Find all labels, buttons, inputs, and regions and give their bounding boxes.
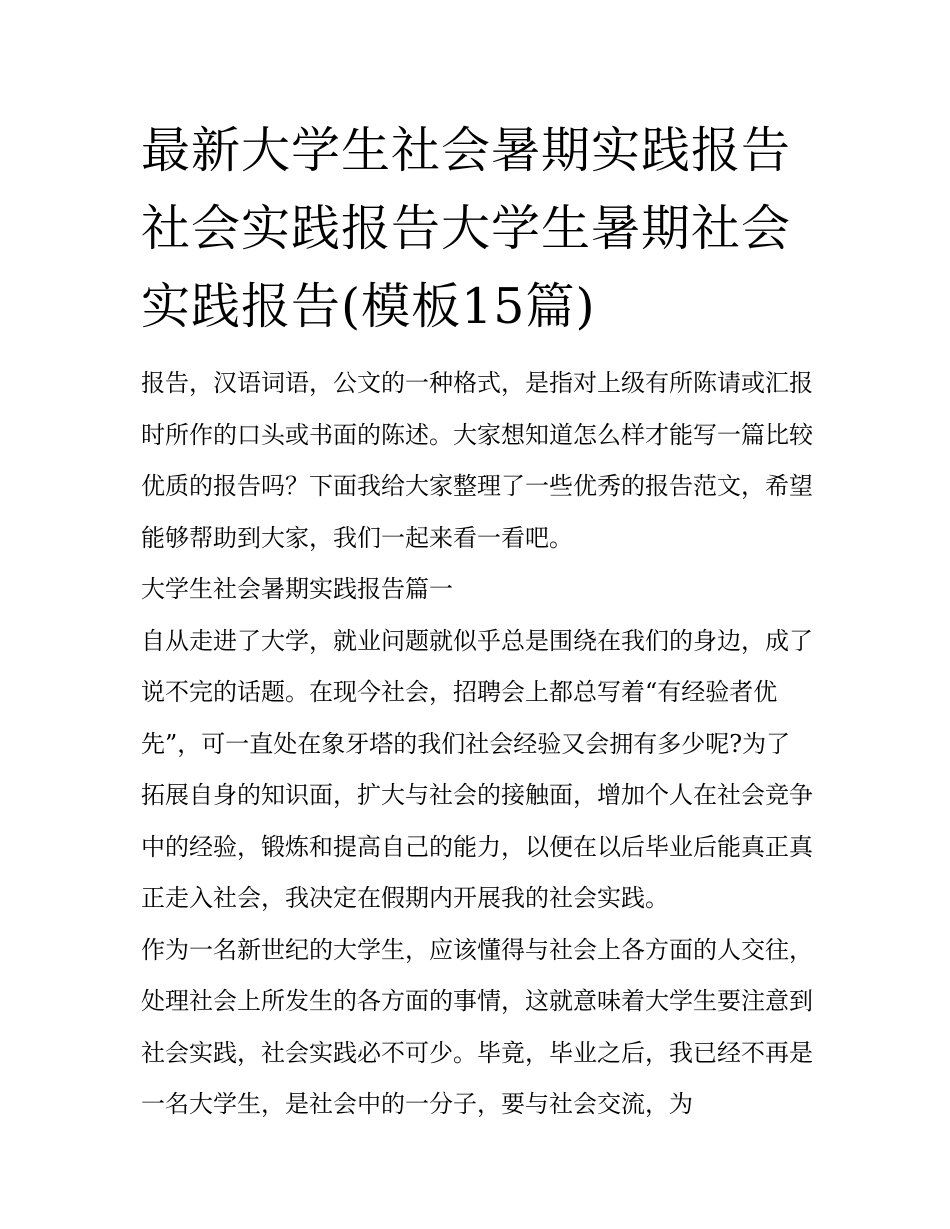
document-body: [141, 358, 813, 1131]
body-paragraph: 作为一名新世纪的大学生，应该懂得与社会上各方面的人交往，处理社会上所发生的各方面的事情，这就意味着大学生要注意到社会实践，社会实践必不可少。毕竟，毕业之后，我已经不再是一名大学生，是社会中的一分子，要与社会交流，为: [141, 935, 813, 1118]
body-paragraph: 自从走进了大学，就业问题就似乎总是围绕在我们的身边，成了说不完的话题。在现今社会，招聘会上都总写着“有经验者优先”，可一直处在象牙塔的我们社会经验又会拥有多少呢?为了拓展自身的知识面，扩大与社会的接触面，增加个人在社会竞争中的经验，锻炼和提高自己的能力，以便在以后毕业后能真正真正走入社会，我决定在假期内开展我的社会实践。: [141, 626, 813, 912]
section-heading: 大学生社会暑期实践报告篇一: [141, 575, 453, 603]
document-title: 最新大学生社会暑期实践报告社会实践报告大学生暑期社会实践报告(模板15篇): [141, 122, 792, 335]
intro-paragraph: 报告，汉语词语，公文的一种格式，是指对上级有所陈请或汇报时所作的口头或书面的陈述。大家想知道怎么样才能写一篇比较优质的报告吗？下面我给大家整理了一些优秀的报告范文，希望能够帮助到大家，我们一起来看一看吧。: [141, 369, 813, 552]
